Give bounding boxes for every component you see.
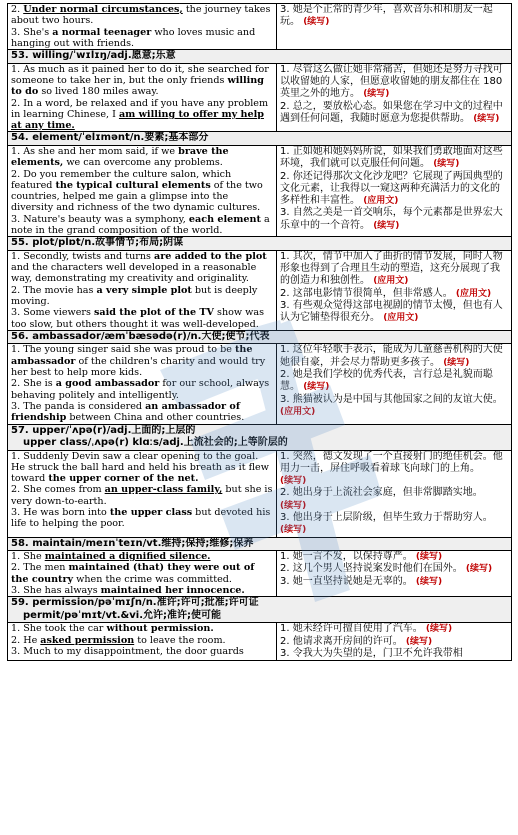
highlighted-phrase: the typical cultural elements	[55, 179, 211, 191]
highlighted-phrase: are added to the plot	[153, 250, 267, 262]
headword: 55. plot/plɒt/n.故事情节;布局;阴谋	[11, 237, 184, 249]
sentence-text: 1. As much as it pained her to do it, she searched for someone to take her in, but the only friends	[11, 63, 269, 86]
example-row	[8, 250, 511, 330]
translation-text: 她是个正常的青少年，喜欢音乐和和朋友一起玩。	[280, 4, 493, 28]
continuation-writing-tag: (续写)	[405, 636, 433, 647]
translation-text: 突然，德文发现了一个直接射门的绝佳机会。他用力一击，屏住呼吸看着球飞向球门的上角。	[280, 450, 503, 474]
translation-sentence	[280, 171, 508, 208]
translation-sentence	[280, 451, 508, 488]
translation-text: 她出身于上流社会家庭，但非常脚踏实地。	[292, 487, 483, 499]
highlighted-phrase: the ambassador	[11, 344, 253, 367]
translation-sentence	[280, 648, 508, 660]
translation-number: 2.	[280, 287, 290, 299]
highlighted-phrase: said the plot of the TV	[94, 307, 214, 319]
chinese-translations	[277, 551, 511, 596]
translation-number: 2.	[280, 487, 290, 499]
example-sentence	[11, 344, 273, 378]
translation-sentence	[280, 636, 508, 648]
sentence-text: but she is very down-to-earth.	[11, 484, 273, 507]
translation-number: 3.	[280, 207, 290, 219]
translation-number: 2.	[280, 635, 290, 647]
sentence-text: so lived 180 miles away.	[38, 86, 159, 98]
continuation-writing-tag: (续写)	[425, 624, 453, 635]
translation-number: 3.	[280, 647, 290, 659]
sentence-text: 3. She has always	[11, 584, 101, 596]
highlighted-phrase: the upper class	[109, 506, 193, 518]
example-row	[8, 550, 511, 596]
translation-number: 1.	[280, 551, 290, 563]
translation-sentence	[280, 344, 508, 369]
translation-sentence	[280, 487, 508, 512]
translation-number: 1.	[280, 63, 290, 75]
headword: 53. willing/ˈwɪlɪŋ/adj.愿意;乐意	[11, 50, 176, 62]
highlighted-phrase: an upper-class family,	[104, 484, 223, 496]
translation-number: 2.	[280, 563, 290, 575]
sentence-text: 2. Do you remember the culture salon, which featured	[11, 168, 232, 191]
example-row	[8, 145, 511, 236]
sentence-text: 1. As she and her mom said, if we	[11, 145, 179, 157]
sentence-text: to leave the room.	[134, 634, 226, 646]
translation-text: 有些观众觉得这部电视剧的情节太慢，但也有人认为它铺垫得很充分。	[280, 300, 503, 324]
example-row	[8, 622, 511, 660]
sentence-text: 3. He was born into	[11, 506, 110, 518]
translation-text: 尽管这么做让她非常痛苦，但她还是努力寻找可以收留她的人家，但愿意收留她的朋友都住在 180 英里之外的地方。	[280, 63, 503, 100]
translation-text: 这几个男人坚持说案发时他们在国外。	[292, 563, 463, 575]
word-header	[8, 330, 511, 344]
sentence-text: 2. She comes from	[11, 484, 105, 496]
sentence-text: a note in the grand composition of the world.	[11, 213, 270, 237]
example-row	[8, 4, 511, 49]
sentence-text: 2.	[11, 4, 24, 15]
chinese-translations	[277, 64, 511, 132]
example-sentence	[11, 646, 273, 657]
translation-number: 1.	[280, 344, 290, 356]
chinese-translations	[277, 4, 511, 49]
practical-writing-tag: (应用文)	[455, 288, 492, 299]
translation-text: 这部电影情节很简单，但非常感人。	[292, 287, 453, 299]
sentence-text: 3. Some viewers	[11, 307, 94, 319]
example-sentence	[11, 4, 273, 27]
sentence-text: but is deeply moving.	[11, 284, 258, 308]
continuation-writing-tag: (续写)	[473, 113, 500, 124]
continuation-writing-tag: (续写)	[363, 89, 390, 100]
practical-writing-tag: (应用文)	[280, 406, 316, 417]
highlighted-phrase: asked permission	[40, 634, 135, 646]
word-header	[8, 236, 511, 250]
translation-number: 3.	[280, 300, 290, 312]
continuation-writing-tag: (续写)	[280, 476, 307, 487]
example-sentence	[11, 451, 273, 485]
translation-text: 熊猫被认为是中国与其他国家之间的友谊大使。	[292, 393, 503, 405]
sentence-text: 2. The movie has	[11, 284, 97, 296]
chinese-translations	[277, 251, 511, 330]
sentence-text: 2. In a word, be relaxed and if you have any problem in learning Chinese, I	[11, 97, 269, 120]
sentence-text: between China and other countries.	[66, 412, 245, 424]
example-sentence	[11, 27, 273, 50]
headword: 59. permission/pəˈmɪʃn/n.准许;许可;批准;许可证	[11, 597, 259, 609]
highlighted-phrase: the upper corner of the net.	[48, 473, 199, 485]
word-header	[8, 49, 511, 63]
sentence-text: show was too slow, but others thought it was well-developed.	[11, 307, 265, 330]
highlighted-phrase: a very simple plot	[96, 284, 192, 296]
example-sentence	[11, 285, 273, 308]
highlighted-phrase: each element	[188, 213, 261, 225]
word-header	[8, 424, 511, 450]
example-row	[8, 450, 511, 537]
chinese-translations	[277, 451, 511, 537]
highlighted-phrase: an ambassador of friendship	[11, 400, 240, 424]
highlighted-phrase: a normal teenager	[52, 26, 152, 38]
translation-text: 她未经许可擅自使用了汽车。	[292, 623, 423, 635]
sentence-text: 1. Secondly, twists and turns	[11, 250, 154, 262]
headword: 57. upper/ˈʌpə(r)/adj.上面的;上层的	[11, 424, 196, 436]
sentence-text: 2. He	[11, 634, 41, 646]
translation-number: 1.	[280, 623, 290, 635]
sentence-text: of the two countries, helped me gain a glimpse into the diversity and richness of the two dynamic cultures.	[11, 179, 263, 214]
highlighted-phrase: willing to do	[11, 74, 264, 98]
translation-text: 其次，情节中加入了曲折的情节发展，同时人物形象也得到了合理且生动的塑造，这充分展现了我的创造力和独创性。	[280, 250, 503, 287]
highlighted-phrase: am willing to offer my help at any time.	[11, 108, 264, 132]
translation-sentence	[280, 288, 508, 300]
example-sentence	[11, 98, 273, 132]
headword: 56. ambassador/æmˈbæsədə(r)/n.大使;使节;代表	[11, 330, 270, 342]
translation-sentence	[280, 623, 508, 635]
headword: 58. maintain/meɪnˈteɪn/vt.维持;保持;维修;保养	[11, 537, 254, 549]
sentence-text: 2. She is	[11, 378, 56, 390]
headword: 54. element/ˈelɪmənt/n.要素;基本部分	[11, 132, 209, 144]
translation-text: 他请求离开房间的许可。	[292, 635, 403, 647]
sentence-text: 3. She's	[11, 26, 53, 38]
continuation-writing-tag: (续写)	[280, 500, 307, 511]
sentence-text: for our school, always behaving politely and intelligently.	[11, 378, 270, 401]
continuation-writing-tag: (续写)	[443, 357, 470, 368]
translation-sentence	[280, 551, 508, 563]
translation-sentence	[280, 300, 508, 325]
translation-number: 3.	[280, 4, 290, 15]
sentence-text: we can overcome any problems.	[63, 157, 223, 169]
sentence-text: who loves music and hanging out with friends.	[11, 26, 256, 49]
translation-sentence	[280, 369, 508, 394]
highlighted-phrase: a good ambassador	[55, 378, 160, 390]
sentence-text: 3. Nature's beauty was a symphony,	[11, 213, 189, 225]
english-examples	[8, 551, 277, 596]
continuation-writing-tag: (续写)	[433, 159, 460, 170]
sentence-text: and the characters well developed in a reasonable way, demonstrating my creativity and originality.	[11, 262, 257, 285]
translation-number: 3.	[280, 511, 290, 523]
sentence-text: 1. Suddenly Devin saw a clear opening to the goal. He struck the ball hard and held his breath as it flew toward	[11, 450, 269, 485]
translation-text: 她一直坚持说她是无辜的。	[292, 575, 413, 587]
highlighted-phrase: maintained her innocence.	[100, 584, 245, 596]
continuation-writing-tag: (续写)	[303, 382, 330, 393]
translation-number: 3.	[280, 393, 290, 405]
sentence-text: 1. She	[11, 551, 45, 563]
practical-writing-tag: (应用文)	[383, 313, 419, 324]
continuation-writing-tag: (续写)	[280, 525, 307, 536]
english-examples	[8, 4, 277, 49]
translation-text: 你还记得那次文化沙龙吧？它展现了两国典型的文化元素，让我得以一窥这两种充满活力的文化的多样性和丰富性。	[280, 170, 503, 207]
translation-number: 2.	[280, 170, 290, 182]
translation-text: 自然之美是一首交响乐，每个元素都是世界宏大乐章中的一个音符。	[280, 207, 503, 231]
continuation-writing-tag: (续写)	[415, 576, 443, 587]
example-sentence	[11, 251, 273, 285]
english-examples	[8, 344, 277, 423]
sentence-text: of the children's charity and would try her best to help more kids.	[11, 355, 266, 379]
continuation-writing-tag: (续写)	[465, 564, 493, 575]
translation-number: 2.	[280, 369, 290, 381]
highlighted-phrase: maintained (that) they were out of the country	[11, 562, 255, 585]
translation-text: 总之，要放松心态。如果您在学习中文的过程中遇到任何问题，我随时愿意为您提供帮助。	[280, 100, 503, 124]
chinese-translations	[277, 344, 511, 423]
translation-text: 他出身于上层阶级，但毕生致力于帮助穷人。	[292, 511, 493, 523]
english-examples	[8, 251, 277, 330]
highlighted-phrase: brave the elements,	[11, 145, 229, 169]
example-row	[8, 343, 511, 423]
sentence-text: 1. She took the car	[11, 623, 107, 635]
translation-sentence	[280, 64, 508, 101]
translation-number: 1.	[280, 145, 290, 157]
headword-secondary: upper class/ˌʌpə(r) klɑːs/adj.上流社会的;上等阶层的	[23, 437, 288, 448]
practical-writing-tag: (应用文)	[373, 276, 409, 287]
translation-number: 3.	[280, 575, 290, 587]
word-header	[8, 537, 511, 551]
sentence-text: when the crime was committed.	[73, 573, 232, 585]
translation-text: 正如她和她妈妈所说，如果我们勇敢地面对这些环境，我们就可以克服任何问题。	[280, 145, 503, 170]
continuation-writing-tag: (续写)	[373, 220, 400, 231]
example-sentence	[11, 623, 273, 634]
example-sentence	[11, 214, 273, 237]
sentence-text: but devoted his life to helping the poor.	[11, 506, 271, 530]
translation-text: 令我大为失望的是，门卫不允许我带相	[292, 647, 463, 659]
example-sentence	[11, 169, 273, 214]
highlighted-phrase: maintained a dignified silence.	[44, 551, 211, 563]
english-examples	[8, 64, 277, 132]
practical-writing-tag: (应用文)	[363, 196, 399, 207]
example-sentence	[11, 401, 273, 424]
sentence-text: 3. The panda is considered	[11, 400, 146, 412]
sentence-text: the journey takes about two hours.	[11, 4, 271, 27]
vocabulary-table	[7, 3, 512, 661]
highlighted-phrase: Under normal circumstances,	[23, 4, 183, 15]
word-header	[8, 596, 511, 622]
translation-sentence	[280, 146, 508, 171]
continuation-writing-tag: (续写)	[303, 17, 330, 28]
example-row	[8, 63, 511, 132]
sentence-text: 2. The men	[11, 562, 69, 574]
example-sentence	[11, 507, 273, 530]
translation-sentence	[280, 101, 508, 126]
example-sentence	[11, 585, 273, 596]
example-sentence	[11, 562, 273, 585]
translation-sentence	[280, 576, 508, 588]
translation-sentence	[280, 4, 508, 29]
sentence-text: 3. Much to my disappointment, the door guards	[11, 645, 244, 657]
translation-number: 2.	[280, 100, 290, 112]
example-sentence	[11, 307, 273, 330]
translation-sentence	[280, 251, 508, 288]
example-sentence	[11, 378, 273, 401]
english-examples	[8, 451, 277, 537]
example-sentence	[11, 635, 273, 646]
translation-sentence	[280, 563, 508, 575]
translation-text: 她是我们学校的优秀代表，言行总是礼貌而聪慧。	[280, 369, 493, 393]
translation-number: 1.	[280, 250, 290, 262]
translation-sentence	[280, 512, 508, 537]
english-examples	[8, 623, 277, 660]
headword-secondary: permit/pəˈmɪt/vt.&vi.允许;准许;使可能	[23, 609, 222, 621]
sentence-text: 1. The young singer said she was proud to be	[11, 344, 235, 356]
chinese-translations	[277, 146, 511, 236]
english-examples	[8, 146, 277, 236]
highlighted-phrase: without permission.	[106, 623, 214, 635]
example-sentence	[11, 146, 273, 169]
translation-number: 1.	[280, 450, 290, 462]
example-sentence	[11, 64, 273, 98]
translation-sentence	[280, 394, 508, 419]
translation-text: 她一言不发，以保持尊严。	[292, 551, 413, 563]
continuation-writing-tag: (续写)	[415, 552, 443, 563]
example-sentence	[11, 484, 273, 507]
word-header	[8, 131, 511, 145]
chinese-translations	[277, 623, 511, 660]
example-sentence	[11, 551, 273, 562]
translation-sentence	[280, 207, 508, 232]
translation-text: 这位年轻歌手表示，能成为儿童慈善机构的大使她很自豪，并会尽力帮助更多孩子。	[280, 344, 503, 368]
